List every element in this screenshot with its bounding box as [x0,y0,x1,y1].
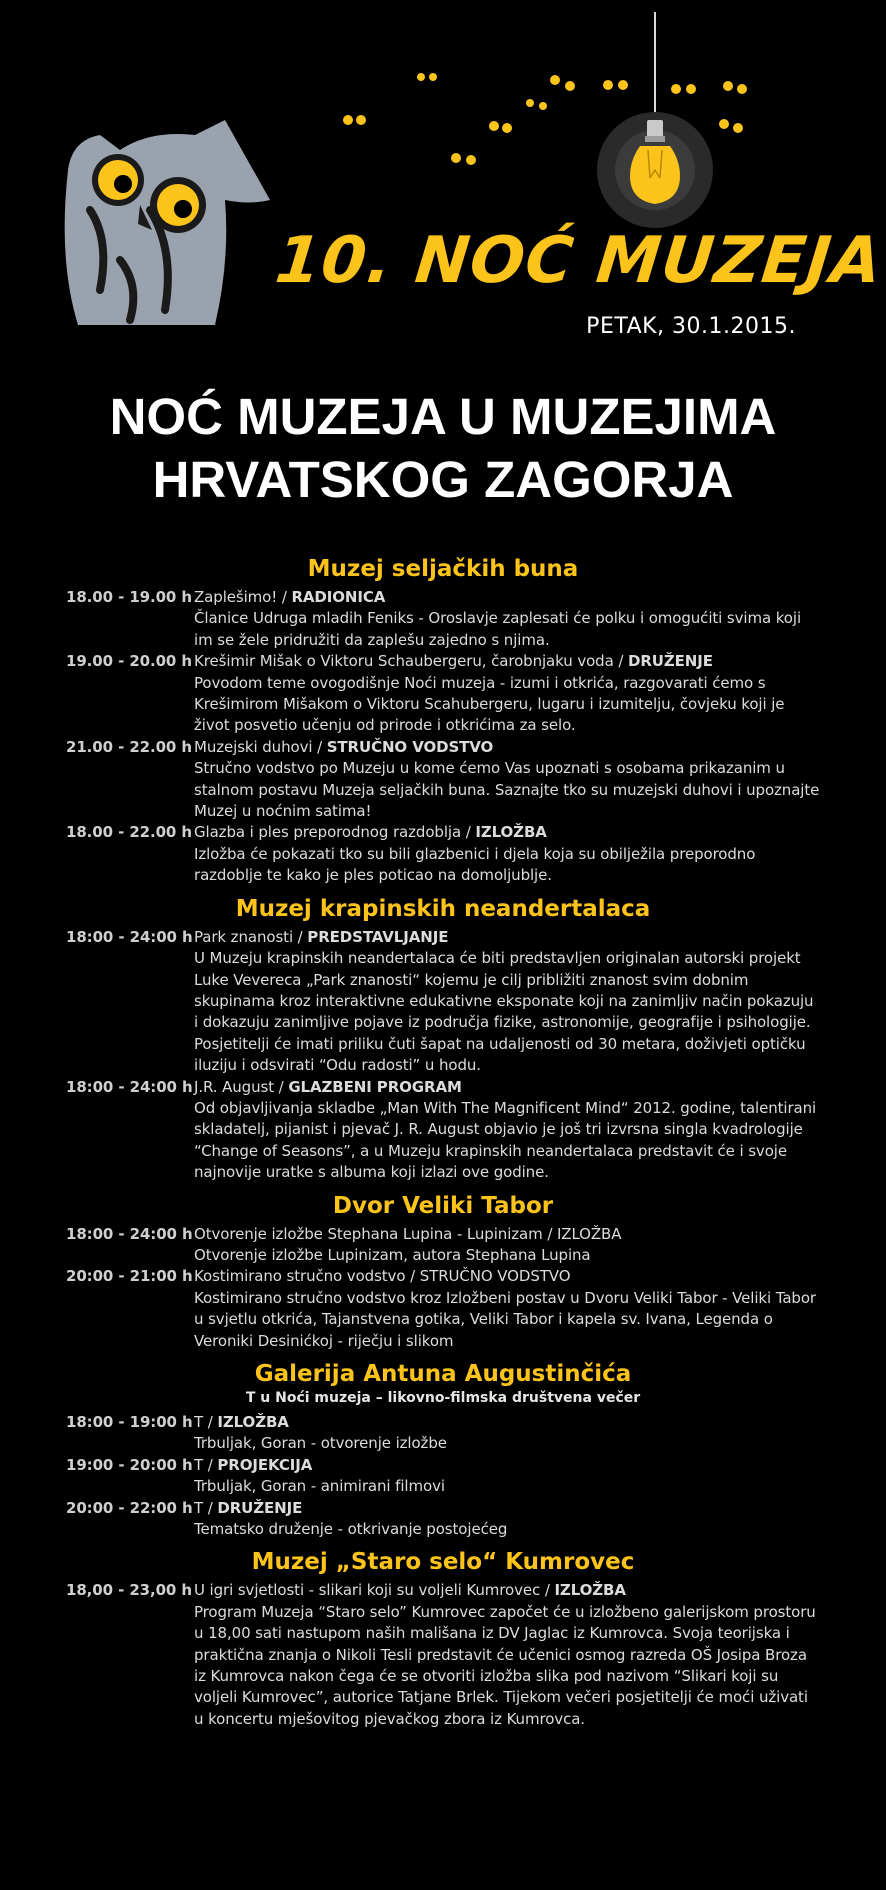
event-name: Park znanosti / [194,927,308,946]
event-description: Tematsko druženje - otkrivanje postojećeg [194,1520,508,1539]
light-bulb-icon [597,12,713,228]
event-category: IZLOŽBA [554,1581,626,1600]
section-muzej-seljackih-buna [0,553,886,887]
event-name: T / [194,1413,218,1431]
event-time: 18:00 - 19:00 h [66,1413,193,1431]
event-time: 20:00 - 22:00 h [66,1498,193,1517]
event-description: Kostimirano stručno vodstvo kroz Izložbeni postav u Dvoru Veliki Tabor - Veliki Tabor u svjetlu otkrića, Tajanstvena gotika, Veliki Tabor i kapela sv. Ivana, Legenda o Veroniki Desinićkoj - riječju i slikom [194,1288,816,1350]
section-muzej-krapinskih-neandertalaca [0,893,886,1184]
event-description: Povodom teme ovogodišnje Noći muzeja - izumi i otkrića, razgovarati ćemo s Krešimirom Mišakom o Viktoru Scahubergeru, lugaru i izumitelju, čovjeku koji je život posvetio učenju od prirode i otkrićima za selo. [194,673,785,735]
program-list [0,553,886,1730]
event-name: T / [194,1455,218,1474]
event-time: 19:00 - 20:00 h [66,1455,193,1474]
event-category: STRUČNO VODSTVO [326,737,494,756]
event-body [194,1455,820,1498]
event-name: U igri svjetlosti - slikari koji su voljeli Kumrovec / [194,1581,555,1600]
event-name: T / [194,1498,218,1517]
event-time: 21.00 - 22.00 h [66,737,192,756]
event-description: Izložba će pokazati tko su bili glazbenici i djela koja su obilježila preporodno razdoblje te kako je ples poticao na domoljublje. [194,844,756,885]
section-title: Muzej krapinskih neandertalaca [235,895,651,922]
event-item [0,1266,886,1352]
event-body [194,1266,820,1352]
event-category: PROJEKCIJA [217,1455,313,1474]
event-name: Glazba i ples preporodnog razdoblja / [194,823,476,842]
event-description: Trbuljak, Goran - animirani filmovi [194,1477,445,1496]
page-title-line-1: NOĆ MUZEJA U MUZEJIMA [109,388,777,445]
section-muzej-staro-selo-kumrovec [0,1546,886,1730]
event-name: Kostimirano stručno vodstvo / STRUČNO VODSTVO [194,1267,571,1286]
event-time: 18,00 - 23,00 h [66,1581,192,1600]
event-item [0,927,886,1077]
event-name: Krešimir Mišak o Viktoru Schaubergeru, čarobnjaku voda / [194,652,628,671]
event-body [194,587,820,651]
event-time: 18.00 - 19.00 h [66,588,192,606]
event-item [0,1455,886,1498]
event-body [194,1412,820,1455]
section-title: Galerija Antuna Augustinčića [254,1361,632,1387]
event-item [0,1580,886,1730]
event-item [0,1224,886,1267]
event-time: 18:00 - 24:00 h [66,1224,193,1243]
event-body [194,1580,820,1730]
section-title: Muzej seljačkih buna [307,556,579,582]
event-time: 18:00 - 24:00 h [66,927,193,946]
event-time: 20:00 - 21:00 h [66,1267,193,1286]
event-name: J.R. August / [194,1077,289,1096]
event-category: IZLOŽBA [217,1413,289,1431]
event-item [0,587,886,651]
event-category: DRUŽENJE [628,652,713,671]
event-category: DRUŽENJE [217,1498,303,1517]
event-item [0,651,886,737]
event-body [194,651,820,737]
section-subtitle: T u Noći muzeja – likovno-filmska društvena večer [245,1390,641,1406]
event-item [0,737,886,823]
event-category: PREDSTAVLJANJE [307,927,449,946]
event-description: U Muzeju krapinskih neandertalaca će biti predstavljen originalan autorski projekt Luke Vevereca „Park znanosti“ kojemu je cilj približiti znanost svim dobnim skupinama kroz interaktivne edukativne eksponate koji na zanimljiv način pokazuju i dokazuju zanimljive pojave iz područja fizike, astronomije, geografije i psihologije. Posjetitelji će imati priliku čuti šapat na udaljenosti od 30 metara, doživjeti optičku iluziju i odsvirati “Odu radosti” u hodu. [194,949,814,1075]
event-time: 18:00 - 24:00 h [66,1077,193,1096]
owl-icon [65,120,270,325]
event-item [0,1077,886,1184]
event-description: Trbuljak, Goran - otvorenje izložbe [194,1434,447,1453]
section-title: Dvor Veliki Tabor [332,1192,554,1219]
event-item [0,822,886,886]
event-name: Zaplešimo! / [194,588,292,606]
event-date: PETAK, 30.1.2015. [586,314,796,339]
event-category: RADIONICA [291,588,386,606]
section-title: Muzej „Staro selo“ Kumrovec [251,1549,635,1576]
event-description: Otvorenje izložbe Lupinizam, autora Stephana Lupina [194,1245,591,1264]
event-body [194,737,820,823]
event-time: 18.00 - 22.00 h [66,823,192,842]
event-time: 19.00 - 20.00 h [66,652,192,671]
section-dvor-veliki-tabor [0,1190,886,1352]
event-item [0,1412,886,1455]
section-galerija-antuna-augustincica [0,1358,886,1540]
event-body [194,1224,820,1267]
event-name: Muzejski duhovi / [194,737,327,756]
event-title: 10. NOĆ MUZEJA [272,224,886,298]
page-title [0,385,886,511]
event-description: Stručno vodstvo po Muzeju u kome ćemo Vas upoznati s osobama prikazanim u stalnom postavu Muzeja seljačkih buna. Saznajte tko su muzejski duhovi i upoznajte Muzej u noćnim satima! [194,759,820,821]
event-description: Članice Udruga mladih Feniks - Oroslavje zaplesati će polku i omogućiti svima koji im se žele pridružiti da zaplešu zajedno s njima. [194,609,802,649]
page-title-line-2: HRVATSKOG ZAGORJA [152,451,734,508]
event-category: GLAZBENI PROGRAM [288,1077,462,1096]
event-name: Otvorenje izložbe Stephana Lupina - Lupinizam / IZLOŽBA [194,1224,622,1243]
event-description: Od objavljivanja skladbe „Man With The Magnificent Mind“ 2012. godine, talentirani skladatelj, pijanist i pjevač J. R. August objavio je još tri izvrsna singla kvadrologije “Change of Seasons”, a u Muzeju krapinskih neandertalaca predstavit će i svoje najnovije uratke s albuma koji izlazi ove godine. [194,1098,817,1182]
event-body [194,927,820,1077]
event-description: Program Muzeja “Staro selo” Kumrovec započet će u izložbeno galerijskom prostoru u 18,00 sati nastupom naših mališana iz DV Jaglac iz Kumrovca. Svoja teorijska i praktična znanja o Nikoli Tesli predstavit će učenici osmog razreda OŠ Josipa Broza iz Kumrovca nakon čega će se otvoriti izložba slika pod nazivom “Slikari koji su voljeli Kumrovec”, autorice Tatjane Brlek. Tijekom večeri posjetitelji će moći uživati u koncertu mješovitog pjevačkog zbora iz Kumrovca. [194,1602,816,1728]
event-body [194,1498,820,1541]
event-category: IZLOŽBA [475,823,547,842]
event-body [194,822,820,886]
event-item [0,1498,886,1541]
event-body [194,1077,820,1184]
header-illustration [0,0,886,360]
